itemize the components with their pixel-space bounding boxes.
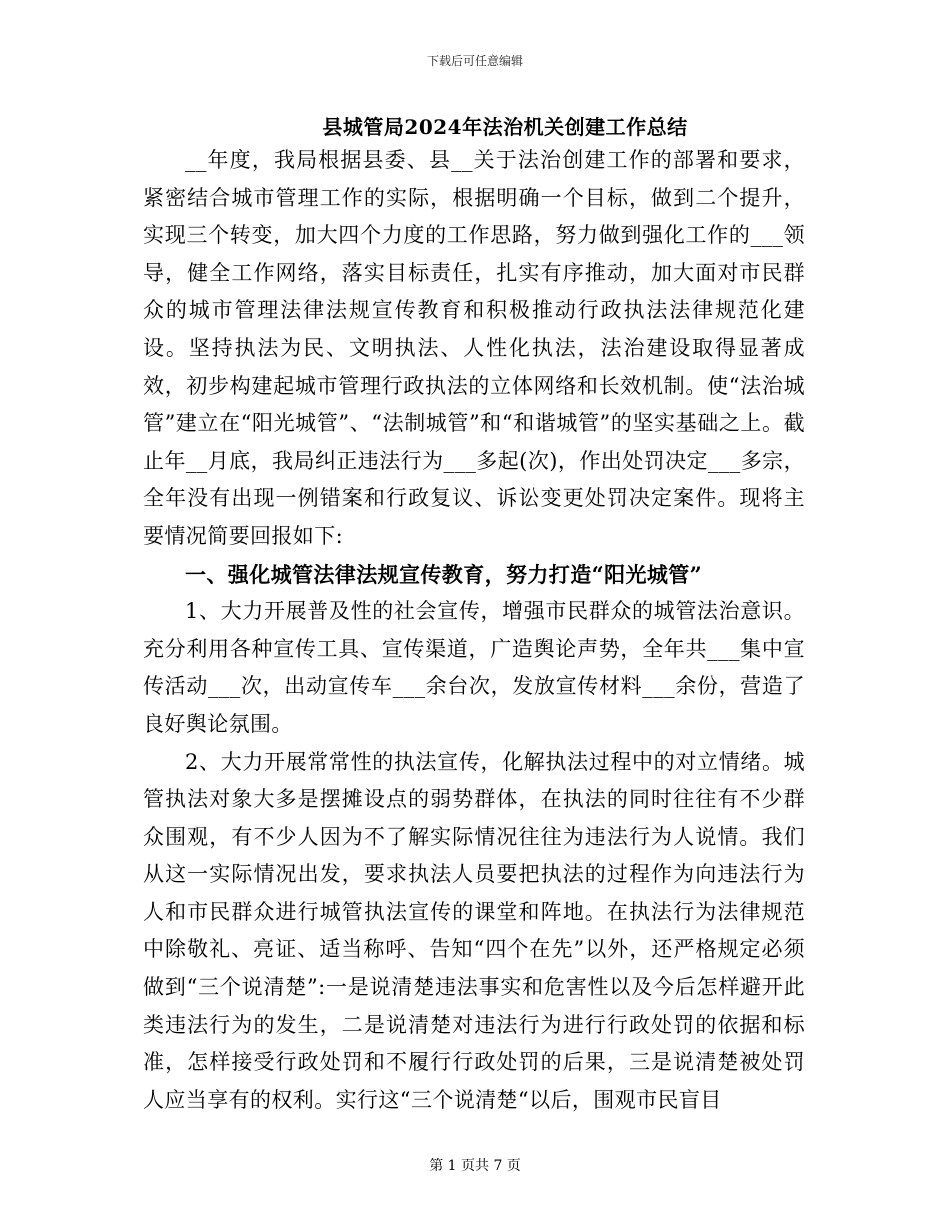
page-footer-number: 第 1 页共 7 页 (429, 1158, 521, 1174)
document-body (143, 142, 805, 1119)
body-paragraph-1: 1、大力开展普及性的社会宣传，增强市民群众的城管法治意识。充分利用各种宣传工具、宣传渠道，广造舆论声势，全年共___集中宣传活动___次，出动宣传车___余台次，发放宣传材料___余份，营造了良好舆论氛围。 (143, 599, 805, 736)
page-header-note: 下载后可任意编辑 (426, 54, 523, 68)
body-paragraph-intro: __年度，我局根据县委、县__关于法治创建工作的部署和要求，紧密结合城市管理工作的实际，根据明确一个目标，做到二个提升，实现三个转变，加大四个力度的工作思路，努力做到强化工作的___领导，健全工作网络，落实目标责任，扎实有序推动，加大面对市民群众的城市管理法律法规宣传教育和积极推动行政执法法律规范化建设。坚持执法为民、文明执法、人性化执法，法治建设取得显著成效，初步构建起城市管理行政执法的立体网络和长效机制。使“法治城管”建立在“阳光城管”、“法制城管”和“和谐城管”的坚实基础之上。截止年__月底，我局纠正违法行为___多起(次)，作出处罚决定___多宗，全年没有出现一例错案和行政复议、诉讼变更处罚决定案件。现将主要情况简要回报如下: (143, 148, 805, 548)
document-title: 县城管局2024年法治机关创建工作总结 (322, 115, 688, 139)
section-heading-1: 一、强化城管法律法规宣传教育，努力打造“阳光城管” (185, 561, 703, 587)
body-paragraph-2: 2、大力开展常常性的执法宣传，化解执法过程中的对立情绪。城管执法对象大多是摆摊设点的弱势群体，在执法的同时往往有不少群众围观，有不少人因为不了解实际情况往往为违法行为人说情。我们从这一实际情况出发，要求执法人员要把执法的过程作为向违法行为人和市民群众进行城管执法宣传的课堂和阵地。在执法行为法律规范中除敬礼、亮证、适当称呼、告知“四个在先”以外，还严格规定必须做到“三个说清楚”:一是说清楚违法事实和危害性以及今后怎样避开此类违法行为的发生，二是说清楚对违法行为进行行政处罚的依据和标准，怎样接受行政处罚和不履行行政处罚的后果，三是说清楚被处罚人应当享有的权利。实行这“三个说清楚“以后，围观市民盲目 (143, 749, 805, 1112)
